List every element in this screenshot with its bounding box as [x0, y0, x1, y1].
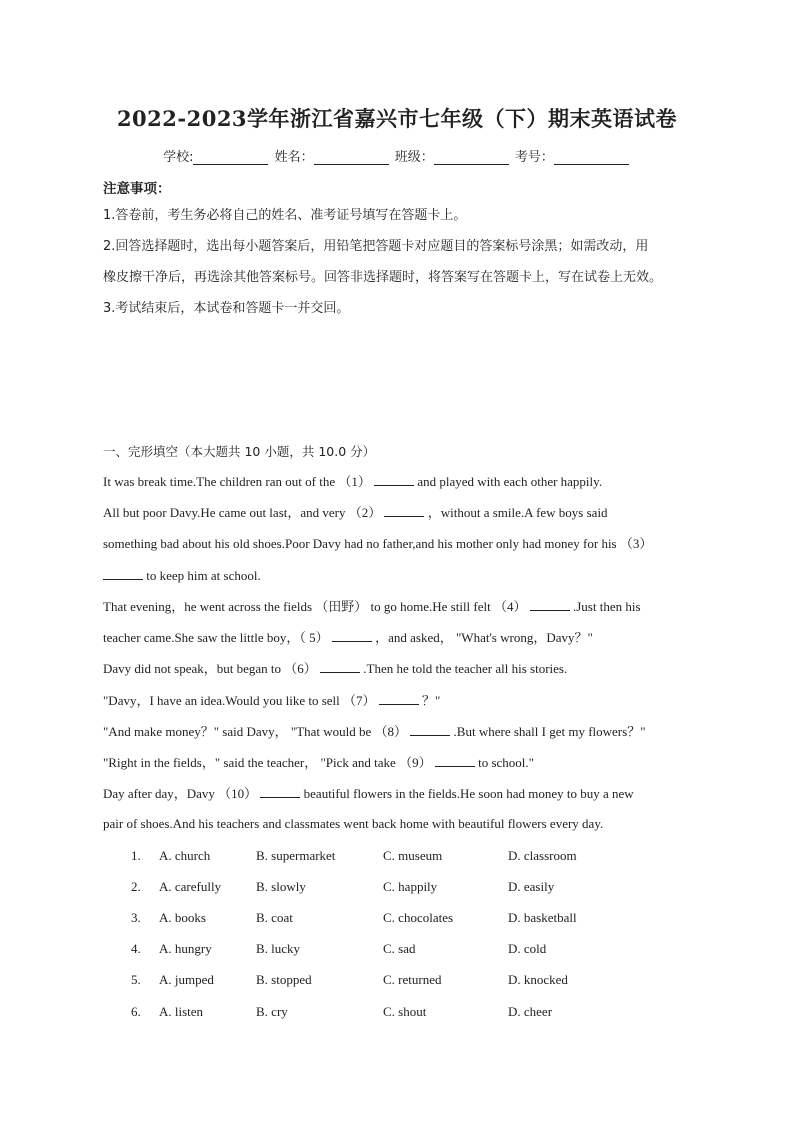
section-heading: 一、完形填空（本大题共 10 小题，共 10.0 分） — [103, 444, 376, 459]
answer-blank — [530, 598, 570, 611]
passage-text-after: .Just then his — [569, 599, 641, 614]
passage-line — [103, 473, 602, 490]
page-title: 2022-2023学年浙江省嘉兴市七年级（下）期末英语试卷 — [116, 106, 678, 131]
passage-line — [103, 816, 603, 832]
question-number: 5. — [131, 972, 141, 987]
question-options-row — [0, 879, 794, 897]
question-number: 3. — [131, 910, 141, 925]
answer-blank — [410, 723, 450, 736]
passage-text-before: It was break time.The children ran out of the （1） — [103, 474, 375, 489]
answer-blank — [260, 785, 300, 798]
option-a: A. carefully — [159, 879, 222, 894]
school-blank — [193, 152, 268, 165]
passage-text-before: "And make money？" said Davy， "That would be （8） — [103, 724, 411, 739]
school-label: 学校: — [163, 150, 194, 165]
question-options-row — [0, 1004, 794, 1022]
notice-item-2-line-1: 2.回答选择题时，选出每小题答案后，用铅笔把答题卡对应题目的答案标号涂黑；如需改动，用 — [103, 239, 649, 254]
passage-text-before: "Davy，I have an idea.Would you like to sell （7） — [103, 693, 379, 708]
answer-blank — [374, 473, 414, 486]
answer-blank — [384, 504, 424, 517]
passage-line — [103, 629, 593, 646]
option-d: D. classroom — [508, 848, 577, 863]
answer-blank — [320, 660, 360, 673]
question-number: 6. — [131, 1004, 141, 1019]
notice-item-2-line-2: 橡皮擦干净后，再选涂其他答案标号。回答非选择题时，将答案写在答题卡上，写在试卷上无效。 — [103, 270, 663, 285]
passage-line — [103, 536, 652, 552]
option-b: B. cry — [256, 1004, 288, 1019]
class-blank — [434, 152, 509, 165]
passage-text-after: beautiful flowers in the fields.He soon had money to buy a new — [300, 786, 634, 801]
passage-text-after: ？" — [418, 693, 441, 708]
option-c: C. sad — [383, 941, 416, 956]
passage-line — [103, 598, 641, 615]
question-number: 1. — [131, 848, 141, 863]
notice-item-1: 1.答卷前，考生务必将自己的姓名、准考证号填写在答题卡上。 — [103, 208, 467, 223]
passage-text-after: to school." — [474, 755, 534, 770]
name-blank — [314, 152, 389, 165]
id-label: 考号： — [514, 150, 554, 165]
passage-text-before: Davy did not speak，but began to （6） — [103, 661, 320, 676]
option-a: A. books — [159, 910, 206, 925]
passage-text-before: something bad about his old shoes.Poor Davy had no father,and his mother only had money for his （3） — [103, 536, 653, 551]
passage-text-after: ，and asked， "What's wrong，Davy？" — [371, 630, 593, 645]
question-options-row — [0, 848, 794, 866]
passage-text-before: Day after day，Davy （10） — [103, 786, 261, 801]
option-d: D. knocked — [508, 972, 568, 987]
passage-text-before: All but poor Davy.He came out last，and very （2） — [103, 505, 385, 520]
option-d: D. cheer — [508, 1004, 553, 1019]
question-number: 2. — [131, 879, 141, 894]
question-options-row — [0, 972, 794, 990]
passage-text-before: That evening，he went across the fields （田野） to go home.He still felt （4） — [103, 599, 530, 614]
option-c: C. happily — [383, 879, 438, 894]
answer-blank — [379, 692, 419, 705]
notice-item-3: 3.考试结束后，本试卷和答题卡一并交回。 — [103, 301, 350, 316]
option-b: B. supermarket — [256, 848, 336, 863]
answer-blank — [332, 629, 372, 642]
option-d: D. cold — [508, 941, 547, 956]
question-options-row — [0, 941, 794, 959]
passage-text-before: "Right in the fields，" said the teacher， "Pick and take （9） — [103, 755, 435, 770]
id-blank — [554, 152, 629, 165]
passage-text-before: pair of shoes.And his teachers and classmates went back home with beautiful flowers every day. — [103, 816, 604, 831]
passage-text-after: to keep him at school. — [143, 568, 261, 583]
student-info-line — [0, 146, 794, 165]
passage-text-after: and played with each other happily. — [414, 474, 603, 489]
passage-line — [103, 723, 646, 740]
question-options-row — [0, 910, 794, 928]
passage-line — [103, 504, 608, 521]
question-number: 4. — [131, 941, 141, 956]
notice-heading: 注意事项： — [103, 181, 171, 197]
option-c: C. returned — [383, 972, 442, 987]
option-c: C. museum — [383, 848, 443, 863]
passage-line — [103, 567, 261, 584]
answer-blank — [103, 567, 143, 580]
passage-text-after: .But where shall I get my flowers？" — [450, 724, 646, 739]
option-a: A. hungry — [159, 941, 212, 956]
name-label: 姓名： — [274, 150, 314, 165]
option-d: D. easily — [508, 879, 555, 894]
option-b: B. coat — [256, 910, 293, 925]
option-d: D. basketball — [508, 910, 577, 925]
class-label: 班级： — [394, 150, 434, 165]
passage-line — [103, 754, 534, 771]
option-a: A. listen — [159, 1004, 204, 1019]
passage-text-before: teacher came.She saw the little boy，（ 5） — [103, 630, 332, 645]
passage-line — [103, 785, 634, 802]
passage-text-after: ，without a smile.A few boys said — [424, 505, 608, 520]
option-a: A. jumped — [159, 972, 214, 987]
option-b: B. slowly — [256, 879, 306, 894]
answer-blank — [435, 754, 475, 767]
option-c: C. shout — [383, 1004, 427, 1019]
option-a: A. church — [159, 848, 211, 863]
passage-line — [103, 692, 440, 709]
option-c: C. chocolates — [383, 910, 454, 925]
option-b: B. stopped — [256, 972, 312, 987]
option-b: B. lucky — [256, 941, 301, 956]
passage-text-after: .Then he told the teacher all his stories. — [360, 661, 568, 676]
passage-line — [103, 660, 567, 677]
